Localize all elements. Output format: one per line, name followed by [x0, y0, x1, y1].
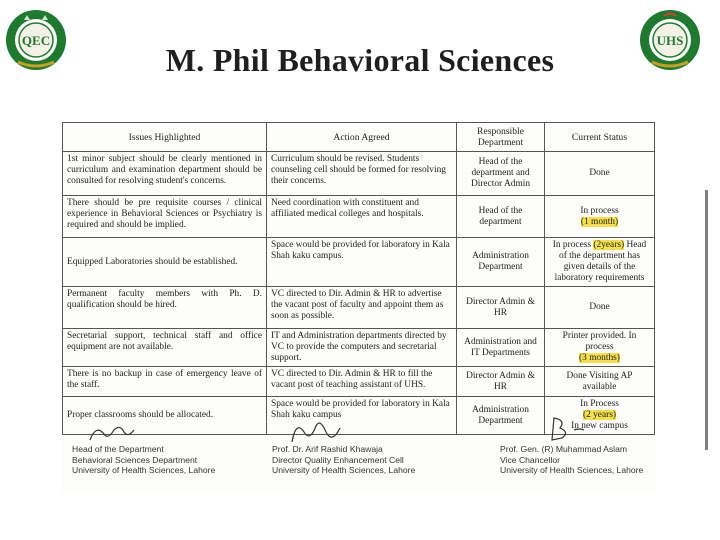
signature-block-qec [272, 444, 415, 476]
header-department: Responsible Department [457, 123, 545, 152]
status-highlight: (2years) [593, 240, 625, 250]
department-cell: Head of the department [457, 196, 545, 238]
issues-table [62, 122, 655, 435]
signature-name: Prof. Dr. Arif Rashid Khawaja [272, 444, 383, 454]
department-cell: Director Admin & HR [457, 287, 545, 329]
action-cell: VC directed to Dir. Admin & HR to advertise the vacant post of faculty and appoint them as soon as possible. [267, 287, 457, 329]
signature-mark-icon [546, 414, 606, 444]
department-cell: Administration Department [457, 397, 545, 435]
status-text: Done [589, 168, 610, 178]
status-highlight: (1 month) [580, 216, 619, 227]
signature-title: Director Quality Enhancement Cell [272, 454, 404, 465]
signature-area [62, 414, 656, 494]
status-cell [545, 238, 655, 287]
status-cell [545, 196, 655, 238]
status-note: Head of the department has given details of the laboratory requirements [554, 240, 647, 283]
issue-cell: Permanent faculty members with Ph. D. qualification should be hired. [63, 287, 267, 329]
signature-name: Prof. Gen. (R) Muhammad Aslam [500, 444, 628, 454]
header-status: Current Status [545, 123, 655, 152]
status-highlight: (2 years) [582, 410, 617, 420]
action-cell: Curriculum should be revised. Students counseling cell should be formed for resolving their concerns. [267, 152, 457, 196]
issue-cell: Secretarial support, technical staff and office equipment are not available. [63, 329, 267, 367]
table-row [63, 152, 655, 196]
signature-title: Vice Chancellor [500, 454, 561, 465]
scanned-document [62, 122, 656, 494]
status-cell [545, 152, 655, 196]
status-note: In new campus [571, 421, 628, 431]
table-row [63, 238, 655, 287]
action-cell: Need coordination with constituent and affiliated medical colleges and hospitals. [267, 196, 457, 238]
action-cell: IT and Administration departments directed by VC to provide the computers and secretarial support. [267, 329, 457, 367]
issue-cell: Proper classrooms should be allocated. [63, 397, 267, 435]
department-cell: Administration and IT Departments [457, 329, 545, 367]
status-text: In Process [580, 399, 619, 409]
department-cell: Director Admin & HR [457, 367, 545, 397]
status-cell [545, 287, 655, 329]
issue-cell: 1st minor subject should be clearly mentioned in curriculum and examination department should be consulted for resolving student's concerns. [63, 152, 267, 196]
signature-org: University of Health Sciences, Lahore [72, 465, 216, 475]
issue-cell: There is no backup in case of emergency leave of the staff. [63, 367, 267, 397]
status-cell [545, 367, 655, 397]
table-header-row [63, 123, 655, 152]
header-issues: Issues Highlighted [63, 123, 267, 152]
status-highlight: (3 months) [579, 353, 620, 363]
action-cell: VC directed to Dir. Admin & HR to fill the vacant post of teaching assistant of UHS. [267, 367, 457, 397]
status-text: Done [589, 302, 610, 312]
qec-seal-text: QEC [21, 33, 51, 48]
table-row [63, 287, 655, 329]
department-cell: Administration Department [457, 238, 545, 287]
page-title: M. Phil Behavioral Sciences [165, 42, 555, 78]
issue-cell: Equipped Laboratories should be established. [63, 238, 267, 287]
status-text: Printer provided. In process [562, 331, 637, 352]
action-cell: Space would be provided for laboratory in Kala Shah kaku campus. [267, 238, 457, 287]
signature-block-vc [500, 444, 643, 476]
table-row [63, 329, 655, 367]
action-cell: Space would be provided for laboratory in Kala Shah kaku campus [267, 397, 457, 435]
signature-block-hod [72, 444, 215, 476]
status-text: In process [552, 240, 592, 250]
issue-cell: There should be pre requisite courses / clinical experience in Behavioral Sciences or Psychiatry is required and should be implied. [63, 196, 267, 238]
header-action: Action Agreed [267, 123, 457, 152]
uhs-seal-text: UHS [656, 33, 684, 48]
signature-org: University of Health Sciences, Lahore [272, 465, 416, 475]
scan-edge-divider [705, 190, 708, 450]
status-cell [545, 329, 655, 367]
status-text: In process [580, 205, 619, 216]
table-row [63, 367, 655, 397]
signature-name: Head of the Department [72, 444, 164, 454]
signature-org: University of Health Sciences, Lahore [500, 465, 644, 475]
table-row [63, 196, 655, 238]
signature-title: Behavioral Sciences Department [72, 454, 198, 465]
status-text: Done Visiting AP available [566, 370, 633, 392]
department-cell: Head of the department and Director Admin [457, 152, 545, 196]
